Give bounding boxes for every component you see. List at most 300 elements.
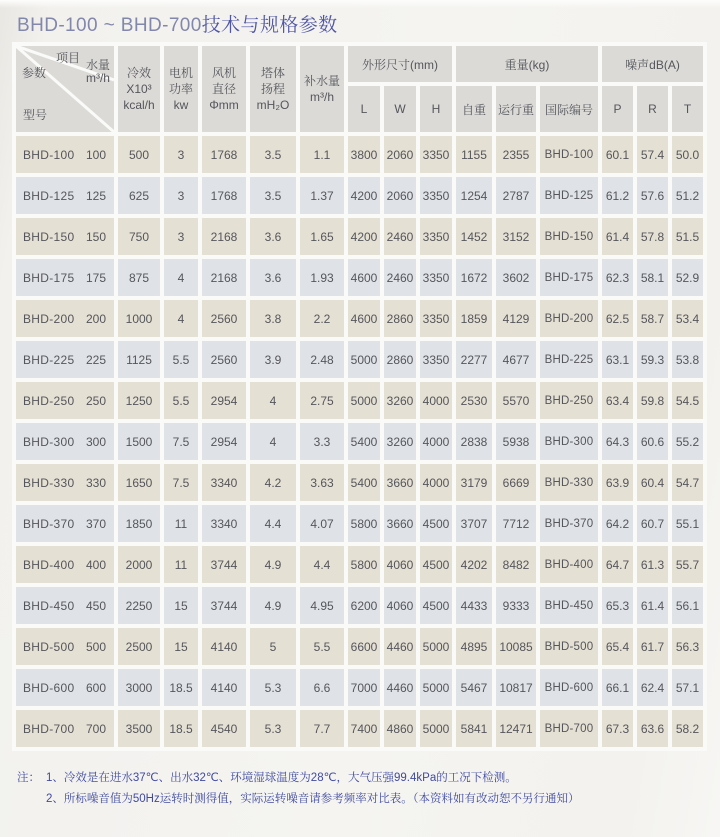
model-value: BHD-100 [23,147,75,162]
header-cooling-capacity: 冷效 X10³ kcal/h [118,46,160,132]
header-group-weight: 重量(kg) [456,46,598,82]
cooling-capacity-value: 500 [118,136,160,173]
motor-power-value: 4 [164,300,198,337]
fan-diameter-value: 4140 [202,628,246,665]
international-code-value: BHD-330 [540,464,598,501]
model-water-cell [16,464,114,501]
tower-lift-value: 3.5 [250,177,296,214]
water-volume-value: 400 [85,557,106,572]
net-weight-value: 2838 [456,423,492,460]
spec-table-row [16,259,703,296]
noise-r-value: 63.6 [637,710,668,747]
cooling-capacity-value: 1850 [118,505,160,542]
noise-r-value: 60.7 [637,505,668,542]
noise-p-value: 62.3 [602,259,633,296]
water-volume-value: 175 [85,270,106,285]
international-code-value: BHD-100 [540,136,598,173]
motor-power-value: 5.5 [164,382,198,419]
note-prefix: 注： [17,772,40,784]
header-motor-power: 电机 功率 kw [164,46,198,132]
model-value: BHD-175 [23,270,75,285]
height-value: 5000 [420,669,452,706]
net-weight-value: 3707 [456,505,492,542]
model-value: BHD-600 [23,680,75,695]
makeup-water-value: 5.5 [300,628,344,665]
water-volume-value: 500 [85,639,106,654]
spec-table-row [16,423,703,460]
water-volume-value: 700 [85,721,106,736]
width-value: 2460 [384,259,416,296]
model-water-cell [16,669,114,706]
motor-power-value: 3 [164,218,198,255]
tower-lift-value: 4.2 [250,464,296,501]
length-value: 7000 [348,669,380,706]
noise-r-value: 58.7 [637,300,668,337]
noise-t-value: 55.1 [672,505,703,542]
noise-t-value: 55.7 [672,546,703,583]
model-value: BHD-700 [23,721,75,736]
net-weight-value: 5467 [456,669,492,706]
tower-lift-value: 3.6 [250,259,296,296]
fan-diameter-value: 2560 [202,300,246,337]
fan-diameter-value: 3744 [202,587,246,624]
model-value: BHD-200 [23,311,75,326]
makeup-water-value: 1.65 [300,218,344,255]
makeup-water-value: 7.7 [300,710,344,747]
header-tower-lift: 塔体 扬程 mH₂O [250,46,296,132]
noise-t-value: 54.7 [672,464,703,501]
international-code-value: BHD-600 [540,669,598,706]
fan-diameter-value: 2168 [202,259,246,296]
international-code-value: BHD-125 [540,177,598,214]
model-value: BHD-225 [23,352,75,367]
subheader-width: W [384,86,416,132]
noise-r-value: 60.4 [637,464,668,501]
length-value: 5800 [348,505,380,542]
cooling-capacity-value: 625 [118,177,160,214]
header-makeup-water: 补水量 m³/h [300,46,344,132]
length-value: 4200 [348,218,380,255]
title-suffix: 技术与规格参数 [201,15,338,36]
net-weight-value: 2530 [456,382,492,419]
cooling-capacity-value: 2250 [118,587,160,624]
noise-t-value: 57.1 [672,669,703,706]
running-weight-value: 12471 [496,710,536,747]
running-weight-value: 2355 [496,136,536,173]
tower-lift-value: 4 [250,382,296,419]
noise-t-value: 54.5 [672,382,703,419]
noise-p-value: 62.5 [602,300,633,337]
international-code-value: BHD-400 [540,546,598,583]
noise-r-value: 61.7 [637,628,668,665]
noise-r-value: 57.4 [637,136,668,173]
length-value: 5000 [348,382,380,419]
running-weight-value: 4129 [496,300,536,337]
length-value: 4200 [348,177,380,214]
width-value: 2060 [384,177,416,214]
height-value: 4000 [420,382,452,419]
length-value: 7400 [348,710,380,747]
makeup-water-value: 3.3 [300,423,344,460]
model-value: BHD-370 [23,516,75,531]
motor-power-value: 4 [164,259,198,296]
cooling-capacity-value: 1650 [118,464,160,501]
subheader-noise-p: P [602,86,633,132]
noise-t-value: 56.1 [672,587,703,624]
note-line-2: 2、所标噪音值为50Hz运转时测得值，实际运转噪音请参考频率对比表。（本资料如有改动恕不另行通知） [46,793,580,805]
noise-p-value: 64.7 [602,546,633,583]
tower-lift-value: 4 [250,423,296,460]
running-weight-value: 2787 [496,177,536,214]
width-value: 3260 [384,382,416,419]
height-value: 4000 [420,464,452,501]
international-code-value: BHD-500 [540,628,598,665]
noise-t-value: 50.0 [672,136,703,173]
fan-diameter-value: 2954 [202,423,246,460]
tower-lift-value: 5 [250,628,296,665]
makeup-water-value: 1.37 [300,177,344,214]
width-value: 2860 [384,300,416,337]
cooling-capacity-value: 1250 [118,382,160,419]
spec-table [12,42,707,751]
cooling-capacity-value: 1000 [118,300,160,337]
header-water-volume: 水量 m³/h [85,58,110,85]
spec-table-row [16,300,703,337]
international-code-value: BHD-175 [540,259,598,296]
motor-power-value: 7.5 [164,464,198,501]
makeup-water-value: 1.1 [300,136,344,173]
fan-diameter-value: 4140 [202,669,246,706]
fan-diameter-value: 2954 [202,382,246,419]
subheader-net-weight: 自重 [456,86,492,132]
noise-p-value: 64.3 [602,423,633,460]
height-value: 5000 [420,628,452,665]
tower-lift-value: 5.3 [250,710,296,747]
subheader-length: L [348,86,380,132]
length-value: 6600 [348,628,380,665]
motor-power-value: 15 [164,587,198,624]
tower-lift-value: 3.5 [250,136,296,173]
water-volume-value: 200 [85,311,106,326]
noise-r-value: 62.4 [637,669,668,706]
running-weight-value: 10085 [496,628,536,665]
model-water-cell [16,505,114,542]
noise-r-value: 58.1 [637,259,668,296]
fan-diameter-value: 2560 [202,341,246,378]
width-value: 4860 [384,710,416,747]
height-value: 4500 [420,505,452,542]
model-water-cell [16,300,114,337]
water-volume-value: 600 [85,680,106,695]
international-code-value: BHD-700 [540,710,598,747]
spec-table-row [16,218,703,255]
tower-lift-value: 4.9 [250,546,296,583]
spec-table-row [16,669,703,706]
noise-t-value: 55.2 [672,423,703,460]
length-value: 5400 [348,464,380,501]
international-code-value: BHD-225 [540,341,598,378]
tower-lift-value: 3.8 [250,300,296,337]
spec-table-row [16,341,703,378]
water-volume-value: 100 [85,147,106,162]
net-weight-value: 4895 [456,628,492,665]
makeup-water-value: 2.75 [300,382,344,419]
header-group-dimensions: 外形尺寸(mm) [348,46,452,82]
model-water-cell [16,136,114,173]
height-value: 4500 [420,546,452,583]
model-water-cell [16,628,114,665]
running-weight-value: 8482 [496,546,536,583]
spec-table-row [16,382,703,419]
motor-power-value: 5.5 [164,341,198,378]
subheader-noise-r: R [637,86,668,132]
height-value: 3350 [420,341,452,378]
length-value: 3800 [348,136,380,173]
water-volume-value: 125 [85,188,106,203]
international-code-value: BHD-370 [540,505,598,542]
motor-power-value: 18.5 [164,710,198,747]
makeup-water-value: 4.4 [300,546,344,583]
international-code-value: BHD-200 [540,300,598,337]
noise-r-value: 60.6 [637,423,668,460]
international-code-value: BHD-450 [540,587,598,624]
makeup-water-value: 6.6 [300,669,344,706]
noise-p-value: 66.1 [602,669,633,706]
note-line-1: 1、冷效是在进水37℃、出水32℃、环境湿球温度为28℃，大气压强99.4kPa的工况下检测。 [46,772,517,784]
water-volume-value: 250 [85,393,106,408]
net-weight-value: 2277 [456,341,492,378]
height-value: 3350 [420,218,452,255]
running-weight-value: 6669 [496,464,536,501]
water-volume-value: 225 [85,352,106,367]
cooling-capacity-value: 750 [118,218,160,255]
header-fan-diameter: 风机 直径 Φmm [202,46,246,132]
spec-table-row [16,587,703,624]
water-volume-value: 330 [85,475,106,490]
noise-p-value: 64.2 [602,505,633,542]
width-value: 3660 [384,464,416,501]
running-weight-value: 5938 [496,423,536,460]
length-value: 4600 [348,259,380,296]
height-value: 4000 [420,423,452,460]
running-weight-value: 5570 [496,382,536,419]
noise-p-value: 67.3 [602,710,633,747]
title-model-range: BHD-100 ~ BHD-700 [17,15,202,36]
model-water-cell [16,177,114,214]
spec-table-row [16,505,703,542]
cooling-capacity-value: 875 [118,259,160,296]
water-volume-value: 300 [85,434,106,449]
length-value: 4600 [348,300,380,337]
motor-power-value: 3 [164,177,198,214]
noise-p-value: 60.1 [602,136,633,173]
net-weight-value: 1672 [456,259,492,296]
net-weight-value: 3179 [456,464,492,501]
tower-lift-value: 4.9 [250,587,296,624]
length-value: 6200 [348,587,380,624]
model-value: BHD-450 [23,598,75,613]
corner-model-label: 型号 [23,108,48,122]
subheader-noise-t: T [672,86,703,132]
width-value: 4060 [384,587,416,624]
model-value: BHD-300 [23,434,75,449]
subheader-height: H [420,86,452,132]
subheader-running-weight: 运行重 [496,86,536,132]
motor-power-value: 11 [164,546,198,583]
height-value: 3350 [420,259,452,296]
model-water-cell [16,423,114,460]
noise-r-value: 59.8 [637,382,668,419]
tower-lift-value: 3.9 [250,341,296,378]
fan-diameter-value: 4540 [202,710,246,747]
water-volume-value: 150 [85,229,106,244]
running-weight-value: 9333 [496,587,536,624]
width-value: 2860 [384,341,416,378]
model-water-cell [16,218,114,255]
width-value: 2060 [384,136,416,173]
noise-t-value: 52.9 [672,259,703,296]
width-value: 3660 [384,505,416,542]
water-volume-value: 370 [85,516,106,531]
noise-t-value: 51.5 [672,218,703,255]
spec-table-row [16,136,703,173]
net-weight-value: 1155 [456,136,492,173]
international-code-value: BHD-300 [540,423,598,460]
international-code-value: BHD-150 [540,218,598,255]
fan-diameter-value: 3340 [202,505,246,542]
model-water-cell [16,341,114,378]
cooling-capacity-value: 2500 [118,628,160,665]
spec-table-row [16,546,703,583]
cooling-capacity-value: 2000 [118,546,160,583]
spec-table-row [16,464,703,501]
noise-r-value: 57.6 [637,177,668,214]
tower-lift-value: 3.6 [250,218,296,255]
model-value: BHD-250 [23,393,75,408]
running-weight-value: 3152 [496,218,536,255]
page-title [17,10,338,37]
international-code-value: BHD-250 [540,382,598,419]
height-value: 3350 [420,136,452,173]
subheader-international-code: 国际编号 [540,86,598,132]
noise-r-value: 61.3 [637,546,668,583]
running-weight-value: 7712 [496,505,536,542]
model-value: BHD-400 [23,557,75,572]
length-value: 5800 [348,546,380,583]
net-weight-value: 1452 [456,218,492,255]
net-weight-value: 5841 [456,710,492,747]
running-weight-value: 10817 [496,669,536,706]
net-weight-value: 4202 [456,546,492,583]
fan-diameter-value: 2168 [202,218,246,255]
note-lines [46,768,707,810]
noise-r-value: 57.8 [637,218,668,255]
model-water-cell [16,587,114,624]
height-value: 5000 [420,710,452,747]
noise-t-value: 58.2 [672,710,703,747]
makeup-water-value: 1.93 [300,259,344,296]
spec-table-body [16,136,703,747]
water-volume-value: 450 [85,598,106,613]
motor-power-value: 7.5 [164,423,198,460]
cooling-capacity-value: 3000 [118,669,160,706]
model-water-cell [16,546,114,583]
net-weight-value: 1254 [456,177,492,214]
fan-diameter-value: 1768 [202,136,246,173]
diagonal-header-cell [16,46,114,132]
noise-p-value: 63.9 [602,464,633,501]
width-value: 2460 [384,218,416,255]
model-value: BHD-500 [23,639,75,654]
noise-p-value: 63.1 [602,341,633,378]
noise-t-value: 53.8 [672,341,703,378]
width-value: 4060 [384,546,416,583]
fan-diameter-value: 1768 [202,177,246,214]
model-value: BHD-330 [23,475,75,490]
tower-lift-value: 5.3 [250,669,296,706]
noise-p-value: 65.4 [602,628,633,665]
footnotes [17,768,707,810]
model-value: BHD-125 [23,188,75,203]
length-value: 5000 [348,341,380,378]
tower-lift-value: 4.4 [250,505,296,542]
running-weight-value: 3602 [496,259,536,296]
motor-power-value: 3 [164,136,198,173]
fan-diameter-value: 3744 [202,546,246,583]
makeup-water-value: 2.2 [300,300,344,337]
makeup-water-value: 2.48 [300,341,344,378]
motor-power-value: 11 [164,505,198,542]
noise-p-value: 61.2 [602,177,633,214]
width-value: 3260 [384,423,416,460]
noise-t-value: 51.2 [672,177,703,214]
noise-t-value: 56.3 [672,628,703,665]
noise-p-value: 65.3 [602,587,633,624]
motor-power-value: 15 [164,628,198,665]
noise-r-value: 59.3 [637,341,668,378]
height-value: 4500 [420,587,452,624]
corner-item-label: 项目 [56,51,81,65]
model-value: BHD-150 [23,229,75,244]
model-water-cell [16,259,114,296]
width-value: 4460 [384,628,416,665]
net-weight-value: 4433 [456,587,492,624]
noise-p-value: 61.4 [602,218,633,255]
spec-table-row [16,628,703,665]
length-value: 5400 [348,423,380,460]
header-group-noise: 噪声dB(A) [602,46,703,82]
spec-table-row [16,710,703,747]
net-weight-value: 1859 [456,300,492,337]
height-value: 3350 [420,300,452,337]
spec-table-row [16,177,703,214]
running-weight-value: 4677 [496,341,536,378]
model-water-cell [16,382,114,419]
makeup-water-value: 3.63 [300,464,344,501]
cooling-capacity-value: 3500 [118,710,160,747]
noise-r-value: 61.4 [637,587,668,624]
noise-t-value: 53.4 [672,300,703,337]
width-value: 4460 [384,669,416,706]
height-value: 3350 [420,177,452,214]
cooling-capacity-value: 1500 [118,423,160,460]
cooling-capacity-value: 1125 [118,341,160,378]
makeup-water-value: 4.95 [300,587,344,624]
noise-p-value: 63.4 [602,382,633,419]
corner-param-label: 参数 [22,66,47,80]
motor-power-value: 18.5 [164,669,198,706]
makeup-water-value: 4.07 [300,505,344,542]
